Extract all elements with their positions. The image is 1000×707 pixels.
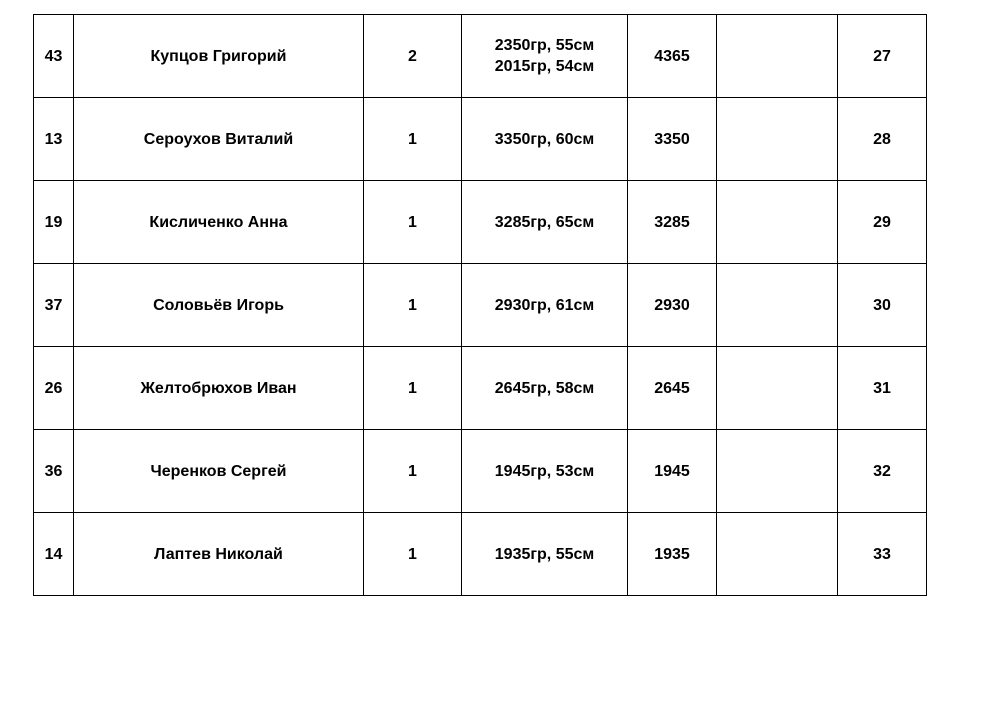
- fish-count: 1: [364, 98, 462, 181]
- fish-count: 2: [364, 15, 462, 98]
- total-weight: 4365: [628, 15, 717, 98]
- participant-name: Купцов Григорий: [74, 15, 364, 98]
- fish-entry: 2645гр, 58см: [494, 379, 595, 397]
- participant-name: Соловьёв Игорь: [74, 264, 364, 347]
- fish-details: [462, 181, 628, 264]
- empty-cell: [717, 181, 838, 264]
- participant-name: Кисличенко Анна: [74, 181, 364, 264]
- table-row: [34, 513, 927, 596]
- fish-details: [462, 430, 628, 513]
- fish-count: 1: [364, 513, 462, 596]
- fish-entry: 1945гр, 53см: [494, 462, 595, 480]
- participant-number: 13: [34, 98, 74, 181]
- table-row: [34, 15, 927, 98]
- table-row: [34, 264, 927, 347]
- participant-number: 37: [34, 264, 74, 347]
- place: 33: [838, 513, 927, 596]
- fish-entry: 2015гр, 54см: [494, 58, 595, 75]
- participant-name: Желтобрюхов Иван: [74, 347, 364, 430]
- fish-entry: 2350гр, 55см: [494, 37, 595, 54]
- fish-entry: 3350гр, 60см: [494, 130, 595, 148]
- fish-count: 1: [364, 181, 462, 264]
- empty-cell: [717, 430, 838, 513]
- place: 27: [838, 15, 927, 98]
- table-row: [34, 347, 927, 430]
- place: 31: [838, 347, 927, 430]
- participant-name: Черенков Сергей: [74, 430, 364, 513]
- empty-cell: [717, 264, 838, 347]
- fish-details: [462, 15, 628, 98]
- participant-number: 19: [34, 181, 74, 264]
- place: 29: [838, 181, 927, 264]
- total-weight: 3350: [628, 98, 717, 181]
- total-weight: 2645: [628, 347, 717, 430]
- fish-entry: 1935гр, 55см: [494, 545, 595, 563]
- fish-entry: 3285гр, 65см: [494, 213, 595, 231]
- participant-number: 43: [34, 15, 74, 98]
- empty-cell: [717, 347, 838, 430]
- place: 30: [838, 264, 927, 347]
- fish-entry: 2930гр, 61см: [494, 296, 595, 314]
- total-weight: 1945: [628, 430, 717, 513]
- table-row: [34, 430, 927, 513]
- fish-details: [462, 98, 628, 181]
- fish-count: 1: [364, 264, 462, 347]
- fish-details: [462, 264, 628, 347]
- fish-details: [462, 513, 628, 596]
- total-weight: 1935: [628, 513, 717, 596]
- empty-cell: [717, 513, 838, 596]
- participant-number: 14: [34, 513, 74, 596]
- fish-details: [462, 347, 628, 430]
- participant-name: Сероухов Виталий: [74, 98, 364, 181]
- fish-count: 1: [364, 347, 462, 430]
- empty-cell: [717, 15, 838, 98]
- table-row: [34, 181, 927, 264]
- total-weight: 2930: [628, 264, 717, 347]
- participant-number: 26: [34, 347, 74, 430]
- participant-name: Лаптев Николай: [74, 513, 364, 596]
- participant-number: 36: [34, 430, 74, 513]
- results-table: [33, 14, 927, 596]
- total-weight: 3285: [628, 181, 717, 264]
- place: 32: [838, 430, 927, 513]
- fish-count: 1: [364, 430, 462, 513]
- place: 28: [838, 98, 927, 181]
- empty-cell: [717, 98, 838, 181]
- table-row: [34, 98, 927, 181]
